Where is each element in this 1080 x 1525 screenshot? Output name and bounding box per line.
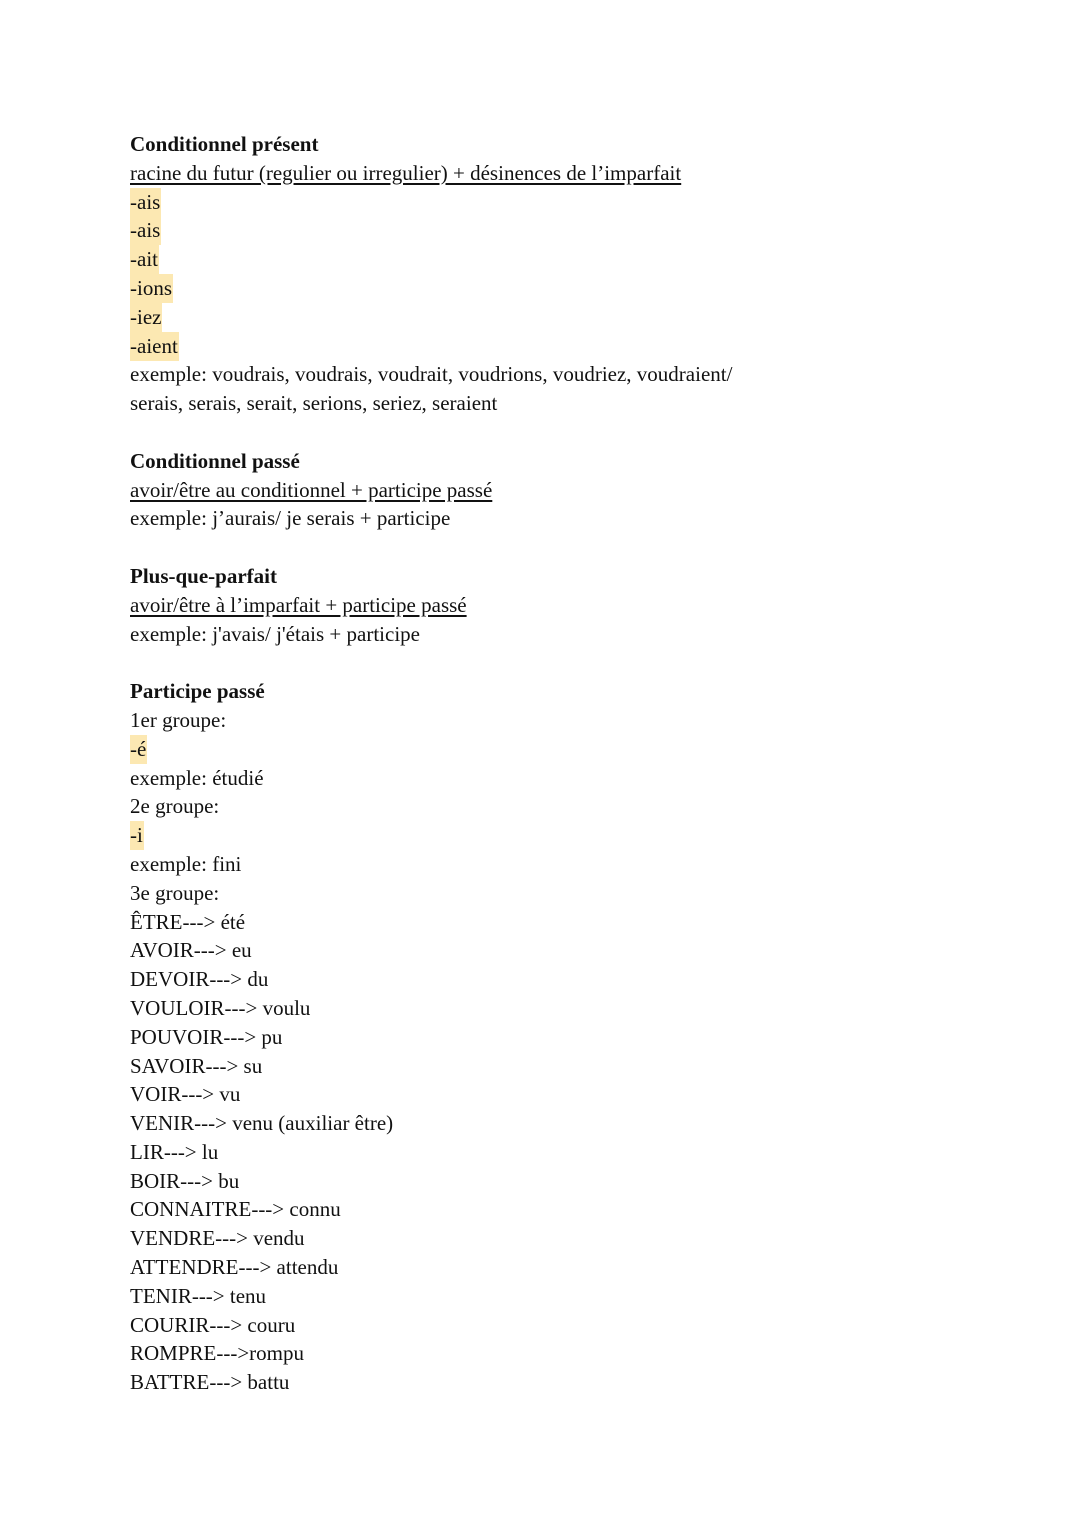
formula-line-text: avoir/être à l’imparfait + participe passé <box>130 592 467 617</box>
text-line-text: VOULOIR---> voulu <box>130 995 311 1020</box>
text-line-text: VOIR---> vu <box>130 1082 241 1107</box>
text-line <box>130 1368 950 1397</box>
section-heading-text: Participe passé <box>130 679 265 704</box>
document-page <box>130 130 950 1397</box>
highlighted-ending-text: -ais <box>130 216 161 245</box>
text-line <box>130 936 950 965</box>
text-line <box>130 1138 950 1167</box>
section-heading-text: Conditionnel présent <box>130 132 319 156</box>
highlighted-ending <box>130 332 950 361</box>
highlighted-ending-text: -i <box>130 821 144 850</box>
highlighted-ending <box>130 216 950 245</box>
text-line-text: POUVOIR---> pu <box>130 1024 283 1049</box>
formula-line-text: avoir/être au conditionnel + participe passé <box>130 477 493 502</box>
section-conditionnel-present <box>130 130 950 418</box>
text-line <box>130 994 950 1023</box>
text-line-text: exemple: j'avais/ j'étais + participe <box>130 621 420 646</box>
highlighted-ending-text: -iez <box>130 303 162 332</box>
highlighted-ending-text: -ait <box>130 245 159 274</box>
text-line-text: SAVOIR---> su <box>130 1053 263 1078</box>
text-line-text: BOIR---> bu <box>130 1168 240 1193</box>
text-line <box>130 1311 950 1340</box>
section-heading <box>130 562 950 591</box>
highlighted-ending-text: -ions <box>130 274 173 303</box>
text-line-text: exemple: étudié <box>130 765 264 790</box>
highlighted-ending <box>130 188 950 217</box>
text-line <box>130 879 950 908</box>
blank-line <box>130 648 950 677</box>
text-line <box>130 1195 950 1224</box>
blank-line <box>130 418 950 447</box>
text-line-text: exemple: voudrais, voudrais, voudrait, voudrions, voudriez, voudraient/ <box>130 362 733 387</box>
section-participe-passe <box>130 677 950 1397</box>
text-line <box>130 908 950 937</box>
text-line <box>130 792 950 821</box>
text-line-text: ROMPRE--->rompu <box>130 1341 305 1366</box>
blank-line <box>130 533 950 562</box>
formula-line <box>130 591 950 620</box>
section-conditionnel-passe <box>130 447 950 533</box>
section-heading <box>130 130 950 159</box>
highlighted-ending-text: -aient <box>130 332 179 361</box>
text-line <box>130 706 950 735</box>
text-line-text: LIR---> lu <box>130 1139 219 1164</box>
text-line-text: 2e groupe: <box>130 794 220 819</box>
text-line-text: 3e groupe: <box>130 880 220 905</box>
text-line-text: ATTENDRE---> attendu <box>130 1255 339 1280</box>
section-plus-que-parfait <box>130 562 950 648</box>
formula-line-text: racine du futur (regulier ou irregulier) + désinences de l’imparfait <box>130 160 682 185</box>
text-line-text: VENIR---> venu (auxiliar être) <box>130 1111 394 1136</box>
highlighted-ending <box>130 303 950 332</box>
text-line <box>130 389 950 418</box>
text-line-text: exemple: fini <box>130 851 242 876</box>
text-line <box>130 1080 950 1109</box>
text-line-text: AVOIR---> eu <box>130 938 252 963</box>
highlighted-ending <box>130 274 950 303</box>
text-line <box>130 965 950 994</box>
text-line <box>130 620 950 649</box>
text-line <box>130 504 950 533</box>
formula-line <box>130 476 950 505</box>
section-heading-text: Conditionnel passé <box>130 448 300 473</box>
text-line-text: CONNAITRE---> connu <box>130 1197 341 1222</box>
text-line-text: 1er groupe: <box>130 707 227 732</box>
section-heading <box>130 447 950 476</box>
text-line-text: ÊTRE---> été <box>130 909 246 934</box>
text-line <box>130 1052 950 1081</box>
text-line <box>130 1023 950 1052</box>
text-line-text: COURIR---> couru <box>130 1312 296 1337</box>
text-line-text: exemple: j’aurais/ je serais + participe <box>130 506 451 531</box>
text-line-text: serais, serais, serait, serions, seriez, seraient <box>130 391 498 416</box>
text-line-text: DEVOIR---> du <box>130 967 269 992</box>
text-line <box>130 360 950 389</box>
highlighted-ending <box>130 245 950 274</box>
text-line <box>130 1109 950 1138</box>
highlighted-ending <box>130 821 950 850</box>
section-heading <box>130 677 950 706</box>
highlighted-ending-text: -é <box>130 735 147 764</box>
highlighted-ending-text: -ais <box>130 188 161 217</box>
text-line <box>130 764 950 793</box>
text-line <box>130 1253 950 1282</box>
text-line <box>130 1339 950 1368</box>
text-line <box>130 1224 950 1253</box>
text-line-text: BATTRE---> battu <box>130 1370 290 1395</box>
text-line <box>130 1282 950 1311</box>
highlighted-ending <box>130 735 950 764</box>
text-line-text: TENIR---> tenu <box>130 1283 267 1308</box>
formula-line <box>130 159 950 188</box>
text-line <box>130 1167 950 1196</box>
text-line <box>130 850 950 879</box>
section-heading-text: Plus-que-parfait <box>130 563 277 588</box>
text-line-text: VENDRE---> vendu <box>130 1226 305 1251</box>
